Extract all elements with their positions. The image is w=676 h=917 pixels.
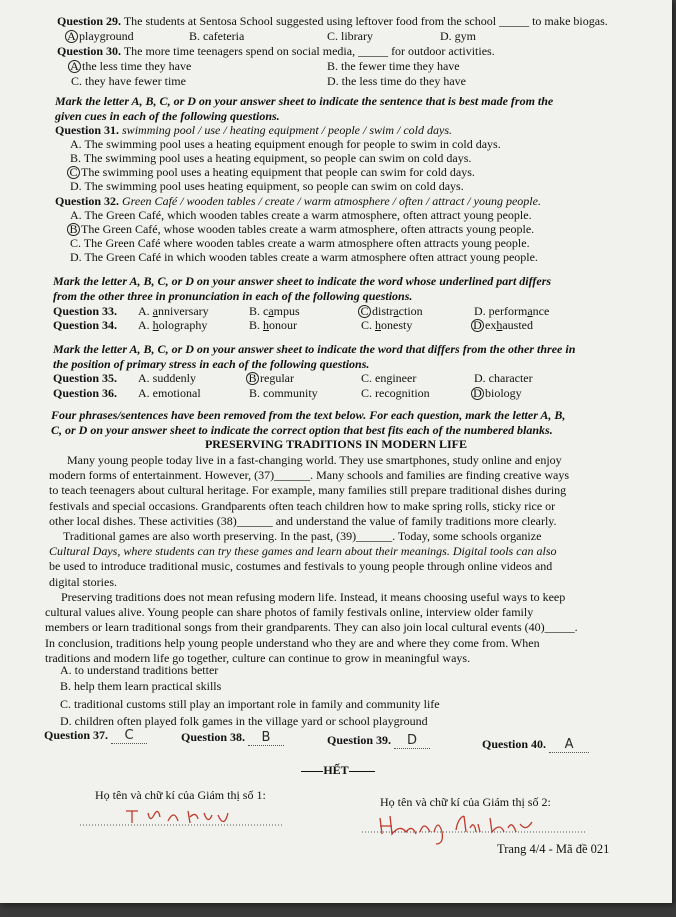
reading-option-a: A. to understand traditions better	[60, 663, 219, 677]
passage-paragraph-1: Many young people today live in a fast-changing world. They use smartphones, study online and enjoy modern forms of entertainment. However, (37)______. Many schools and families are finding creative ways to teach teenagers about cultural heritage. For example, many families still prepare traditional dishes during festivals and special occasions. Grandparents often teach children how to make spring rolls, sticky rice or other local dishes. These activities (38)______ and understand the value of family traditions more clearly.	[49, 453, 570, 528]
exam-page: Question 29. The students at Sentosa School suggested using leftover food from the school _____ to make biogas. A playground B. cafeteria C. library D. gym Question 30. The more time teenagers spend on social media, _____ for outdoor activities. A the less time they have B. the fewer time they have C. they have fewer time D. the less time do they have Mark the letter A, B, C, or D on your answer sheet to indicate the sentence that is best made from the given cues in each of the following questions. Question 31. swimming pool / use / heating equipment / people / swim / cold days. A. The swimming pool uses a heating equipment enough for people to swim in cold days. B. The swimming pool uses a heating equipment, so people can swim on cold days. C The swimming pool uses a heating equipment that people can swim for cold days. D. The swimming pool uses heating equipment, so people can swim on cold days. Question 32. Green Café / wooden tables / create / warm atmosphere / often / attract / young people. A. The Green Café, which wooden tables create a warm atmosphere, often attract young people. B The Green Café, whose wooden tables create a warm atmosphere, often attracts young people. C. The Green Café where wooden tables create a warm atmosphere often attracts young people. D. The Green Café in which wooden tables create a warm atmosphere often attract young people. Mark the letter A, B, C, or D on your answer sheet to indicate the word whose underlined part differs from the other three in pronunciation in each of the following questions. Question 33. A. anniversary B. campus C distraction D. performance Question 34. A. holography B. honour C. honesty D exhausted Mark the letter A, B, C, or D on your answer sheet to indicate the word that differs from the other three in the position of primary stress in each of the following questions. Question 35. A. suddenly B regular C. engineer D. character Question 36. A. emotional B. community C. recognition D biology Four phrases/sentences have been removed from the text below. For each question, mark the letter A, B, C, or D on your answer sheet to indicate the correct option that best fits each of the numbered blanks. PRESERVING TRADITIONS IN MODERN LIFE Many young people today live in a fast-changing world. They use smartphones, study online and enjoy modern forms of entertainment. However, (37)______. Many schools and families are finding creative ways to teach teenagers about cultural heritage. For example, many families still prepare traditional dishes during festivals and special occasions. Grandparents often teach children how to make spring rolls, sticky rice or other local dishes. These activities (38)______ and understand the value of family traditions more clearly. Traditional games are also worth preserving. In the past, (39)______. Today, some schools organize Cultural Days, where students can try these games and learn about their meanings. Digital tools can also be used to introduce traditional music, costumes and festivals to young people through online videos and digital stories. Preserving traditions does not mean refusing modern life. Instead, it means choosing useful ways to keep cultural values alive. Young people can share photos of family festivals online, interview older family members or learn traditional songs from their grandparents. They can also join local cultural events (40)_____. In conclusion, traditions help young people understand who they are and where they come from. When traditions and modern life go together, culture can continue to grow in meaningful ways. A. to understand traditions better B. help them learn practical skills C. traditional customs still play an important role in family and community life D. children often played folk games in the village yard or school playground Question 37. C Question 38. B Question 39. D Question 40. A HẾT Họ tên và chữ kí của Giám thị số 1: Họ tên và chữ kí của Giám thị số 2: Trang 4/4 - Mã đề 021	[0, 0, 672, 903]
question-29-text: The students at Sentosa School suggested using leftover food from the school _____ to make biogas.	[123, 14, 608, 28]
question-31: Question 31. swimming pool / use / heating equipment / people / swim / cold days.	[55, 123, 452, 137]
q30-option-a: A the less time they have	[71, 59, 191, 73]
q30-option-d: D. the less time do they have	[327, 74, 466, 88]
q32-option-b: B The Green Café, whose wooden tables create a warm atmosphere, often attracts young people.	[70, 222, 534, 236]
end-marker: HẾT	[0, 763, 676, 777]
circled-answer-mark: A	[65, 30, 78, 43]
q32-option-a: A. The Green Café, which wooden tables create a warm atmosphere, often attract young people.	[70, 208, 532, 222]
proctor-2-label: Họ tên và chữ kí của Giám thị số 2:	[380, 795, 551, 809]
q31-option-b: B. The swimming pool uses a heating equipment, so people can swim on cold days.	[70, 151, 472, 165]
circled-answer-mark: D	[471, 387, 484, 400]
circled-answer-mark: B	[67, 223, 80, 236]
q29-option-b: B. cafeteria	[189, 29, 245, 43]
q31-option-a: A. The swimming pool uses a heating equipment enough for people to swim in cold days.	[70, 137, 501, 151]
instruction-stress: Mark the letter A, B, C, or D on your answer sheet to indicate the word that differs from the other three in	[53, 342, 576, 356]
reading-option-b: B. help them learn practical skills	[60, 679, 222, 693]
question-29	[57, 14, 608, 28]
q29-option-c: C. library	[327, 29, 373, 43]
question-32: Question 32. Green Café / wooden tables / create / warm atmosphere / often / attract / young people.	[55, 194, 541, 208]
proctor-1-label: Họ tên và chữ kí của Giám thị số 1:	[95, 788, 266, 802]
q29-option-d: D. gym	[440, 29, 476, 43]
circled-answer-mark: C	[67, 166, 80, 179]
circled-answer-mark: D	[471, 319, 484, 332]
page-footer: Trang 4/4 - Mã đề 021	[497, 842, 610, 856]
question-29-stem: Question 29.	[57, 14, 122, 28]
question-34: Question 34.	[53, 318, 118, 332]
answer-39: Question 39. D	[327, 733, 430, 749]
answer-37: Question 37. C	[44, 728, 147, 744]
question-35: Question 35.	[53, 371, 118, 385]
answer-40: Question 40. A	[482, 737, 589, 753]
q32-option-d: D. The Green Café in which wooden tables create a warm atmosphere often attract young people.	[70, 250, 538, 264]
instruction-pronunciation: Mark the letter A, B, C, or D on your answer sheet to indicate the word whose underlined part differs	[53, 274, 552, 288]
passage-paragraph-3: Preserving traditions does not mean refusing modern life. Instead, it means choosing useful ways to keep cultural values alive. Young people can share photos of family festivals online, interview older family members or learn traditional songs from their grandparents. They can also join local cultural events (40)_____. In conclusion, traditions help young people understand who they are and where they come from. When traditions and modern life go together, culture can continue to grow in meaningful ways.	[45, 590, 578, 665]
question-36: Question 36.	[53, 386, 118, 400]
q32-option-c: C. The Green Café where wooden tables create a warm atmosphere often attracts young people.	[70, 236, 530, 250]
reading-option-c: C. traditional customs still play an important role in family and community life	[60, 697, 440, 711]
circled-answer-mark: C	[358, 305, 371, 318]
question-30: Question 30. The more time teenagers spend on social media, _____ for outdoor activities.	[57, 44, 495, 58]
passage-paragraph-2: Traditional games are also worth preserving. In the past, (39)______. Today, some schools organize Cultural Days, where students can try these games and learn about their meanings. Digital tools can also be used to introduce traditional music, costumes and festivals to young people through online videos and digital stories.	[49, 529, 557, 589]
q31-option-c: C The swimming pool uses a heating equipment that people can swim for cold days.	[70, 165, 475, 179]
circled-answer-mark: A	[68, 60, 81, 73]
q30-option-c: C. they have fewer time	[71, 74, 186, 88]
q29-option-a: A playground	[68, 29, 134, 43]
instruction-sentence-building: Mark the letter A, B, C, or D on your answer sheet to indicate the sentence that is best made from the	[55, 94, 554, 108]
proctor-1-signature	[78, 803, 288, 831]
q30-option-b: B. the fewer time they have	[327, 59, 460, 73]
answer-38: Question 38. B	[181, 730, 284, 746]
instruction-reading: Four phrases/sentences have been removed from the text below. For each question, mark the letter A, B,	[51, 408, 566, 422]
circled-answer-mark: B	[246, 372, 259, 385]
reading-option-d: D. children often played folk games in the village yard or school playground	[60, 714, 428, 728]
q31-option-d: D. The swimming pool uses heating equipment, so people can swim on cold days.	[70, 179, 464, 193]
passage-title: PRESERVING TRADITIONS IN MODERN LIFE	[204, 437, 468, 451]
question-33: Question 33.	[53, 304, 118, 318]
